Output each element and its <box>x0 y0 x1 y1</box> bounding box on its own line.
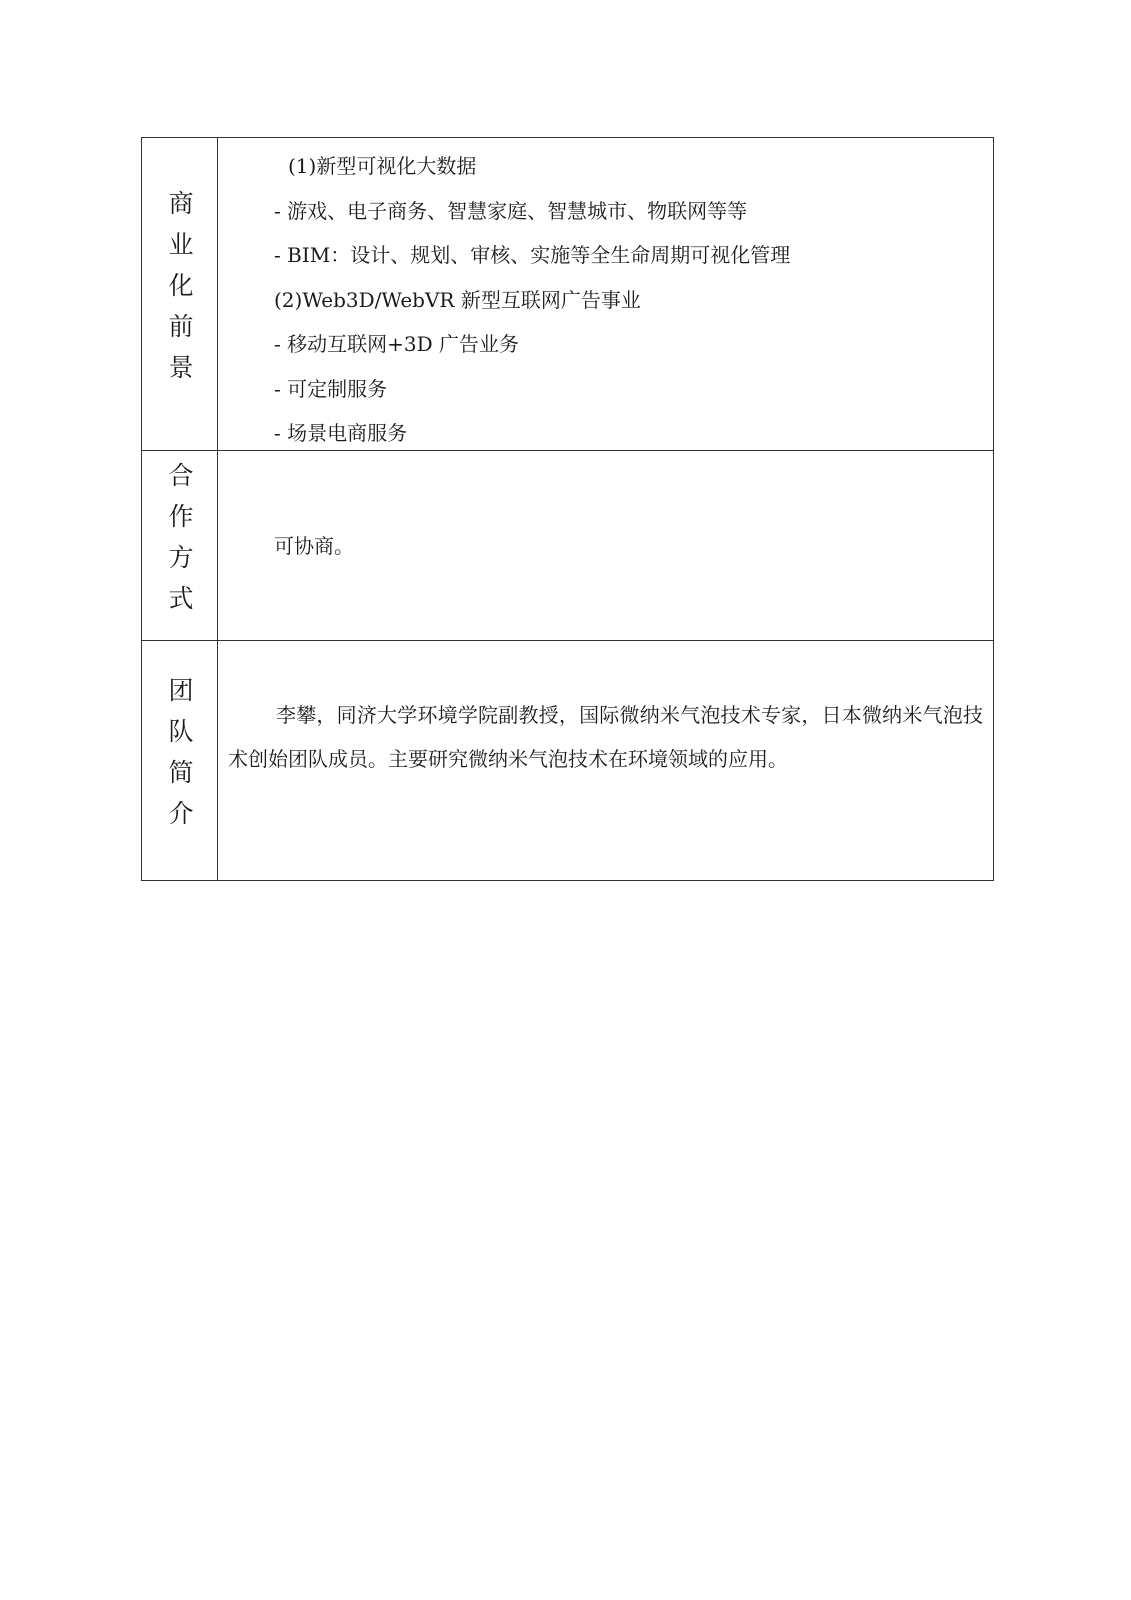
cooperation-text: 可协商。 <box>274 533 354 558</box>
info-table <box>141 137 994 881</box>
content-cell-cooperation <box>218 451 994 641</box>
business-line: - 移动互联网+3D 广告业务 <box>274 332 519 356</box>
label-cell-cooperation <box>142 451 218 641</box>
table-row-business-prospects <box>142 138 994 451</box>
cooperation-label: 合作方式 <box>165 461 194 626</box>
label-cell-team <box>142 641 218 881</box>
business-prospects-label: 商业化前景 <box>165 189 194 395</box>
table-row-team <box>142 641 994 881</box>
label-cell-business <box>142 138 218 451</box>
content-cell-team <box>218 641 994 881</box>
team-intro-content <box>218 693 993 829</box>
table-row-cooperation <box>142 451 994 641</box>
business-line: (1)新型可视化大数据 <box>288 154 477 178</box>
team-intro-text: 李攀，同济大学环境学院副教授，国际微纳米气泡技术专家，日本微纳米气泡技术创始团队成员。主要研究微纳米气泡技术在环境领域的应用。 <box>228 702 983 771</box>
business-prospects-content <box>218 138 993 450</box>
team-intro-label: 团队简介 <box>165 676 194 841</box>
business-line: - BIM：设计、规划、审核、实施等全生命周期可视化管理 <box>274 243 791 267</box>
business-line: (2)Web3D/WebVR 新型互联网广告事业 <box>274 287 641 312</box>
business-line: - 游戏、电子商务、智慧家庭、智慧城市、物联网等等 <box>274 198 748 223</box>
content-cell-business <box>218 138 994 451</box>
business-line: - 场景电商服务 <box>274 421 408 445</box>
business-line: - 可定制服务 <box>274 376 388 401</box>
